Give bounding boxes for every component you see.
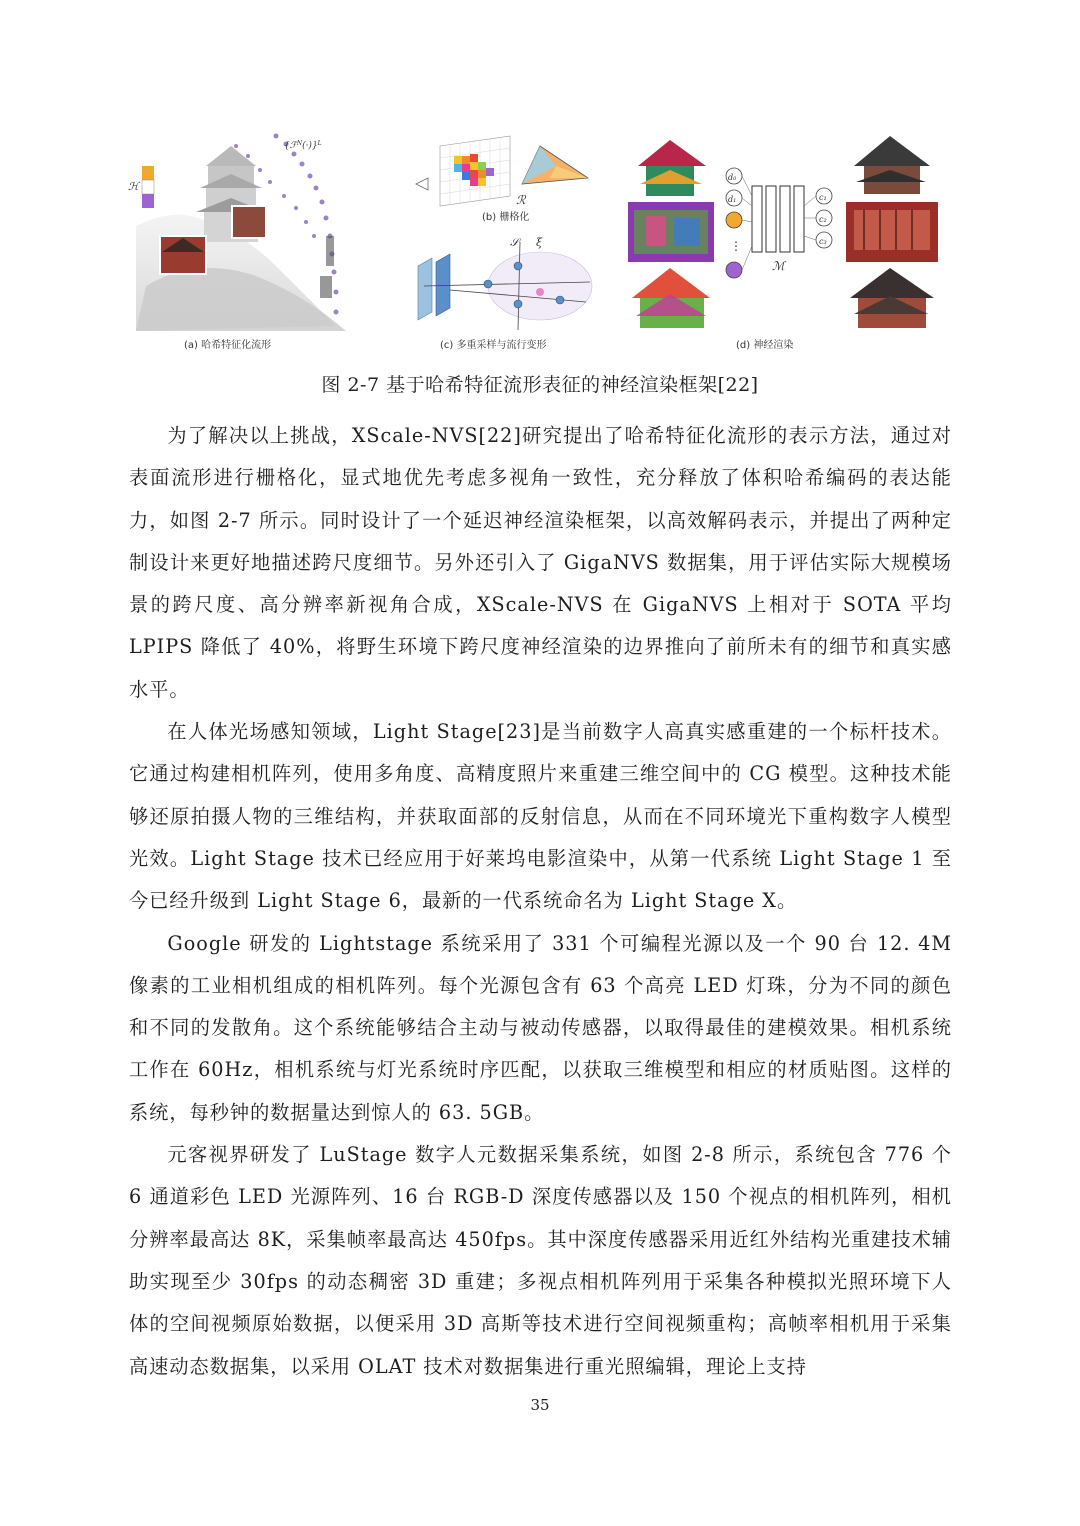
paragraph-1: 为了解决以上挑战，XScale-NVS[22]研究提出了哈希特征化流形的表示方法，通过对表面流形进行栅格化，显式地优先考虑多视角一致性，充分释放了体积哈希编码的表达能力，如图 2-7 所示。同时设计了一个延迟神经渲染框架，以高效解码表示，并提出了两种定制设计来更好地描述跨尺度细节。另外还引入了 GigaNVS 数据集，用于评估实际大规模场景的跨尺度、高分辨率新视角合成，XScale-NVS 在 GigaNVS 上相对于 SOTA 平均 LPIPS 降低了 40%，将野生环境下跨尺度神经渲染的边界推向了前所未有的细节和真实感水平。	[129, 424, 952, 701]
input-node-d0: d₀	[728, 173, 737, 182]
neural-rendering-illustration	[624, 126, 952, 331]
paragraph-3: Google 研发的 Lightstage 系统采用了 331 个可编程光源以及一个 90 台 12. 4M 像素的工业相机组成的相机阵列。每个光源包含有 63 个高亮 LED 灯珠，分为不同的颜色和不同的发散角。这个系统能够结合主动与被动传感器，以取得最佳的建模效果。相机系统工作在 60Hz，相机系统与灯光系统时序匹配，以获取三维模型和相应的材质贴图。这样的系统，每秒钟的数据量达到惊人的 63. 5GB。	[129, 931, 952, 1124]
panel-b-c	[410, 126, 600, 358]
panel-d	[624, 126, 952, 358]
body-text	[129, 415, 952, 1388]
raster-symbol: ℛ	[516, 193, 526, 207]
panel-a-caption: (a) 哈希特征化流形	[184, 340, 272, 351]
panel-c-caption: (c) 多重采样与流行变形	[440, 340, 547, 351]
paragraph-4: 元客视界研发了 LuStage 数字人元数据采集系统，如图 2-8 所示，系统包含 776 个 6 通道彩色 LED 光源阵列、16 台 RGB-D 深度传感器以及 150 个视点的相机阵列，相机分辨率最高达 8K，采集帧率最高达 450fps。其中深度传感器采用近红外结构光重建技术辅助实现至少 30fps 的动态稠密 3D 重建；多视点相机阵列用于采集各种模拟光照环境下人体的空间视频原始数据，以便采用 3D 高斯等技术进行空间视频重构；高帧率相机用于采集高速动态数据集，以采用 OLAT 技术对数据集进行重光照编辑，理论上支持	[129, 1143, 952, 1378]
hash-symbol: ℋ	[128, 180, 139, 193]
panel-d-caption: (d) 神经渲染	[736, 340, 794, 351]
output-node-c1: c₁	[819, 193, 827, 202]
rasterization-illustration	[410, 126, 600, 331]
mlp-symbol: ℳ	[772, 259, 785, 273]
output-node-c3: c₃	[819, 237, 827, 246]
figure-caption: 图 2-7 基于哈希特征流形表征的神经渲染框架[22]	[321, 374, 759, 396]
svg-text:⋮: ⋮	[730, 239, 742, 253]
paragraph-2: 在人体光场感知领域，Light Stage[23]是当前数字人高真实感重建的一个标杆技术。它通过构建相机阵列，使用多角度、高精度照片来重建三维空间中的 CG 模型。这种技术能够还原拍摄人物的三维结构，并获取面部的反射信息，从而在不同环境光下重构数字人模型光效。Light Stage 技术已经应用于好莱坞电影渲染中，从第一代系统 Light Stage 1 至今已经升级到 Light Stage 6，最新的一代系统命名为 Light Stage X。	[129, 720, 952, 913]
figure-2-7	[128, 126, 952, 358]
panel-a	[128, 126, 368, 358]
input-node-d1: d₁	[728, 195, 737, 204]
hash-manifold-illustration	[128, 126, 368, 331]
panel-b-caption: (b) 栅格化	[482, 212, 530, 223]
output-node-c2: c₂	[819, 215, 827, 224]
page-number: 35	[530, 1396, 550, 1414]
sampling-symbol: 𝒮	[510, 236, 519, 249]
manifold-formula: {ℱ$^N$(·)}$^L$	[284, 140, 322, 151]
xi-symbol: ξ	[536, 236, 543, 249]
